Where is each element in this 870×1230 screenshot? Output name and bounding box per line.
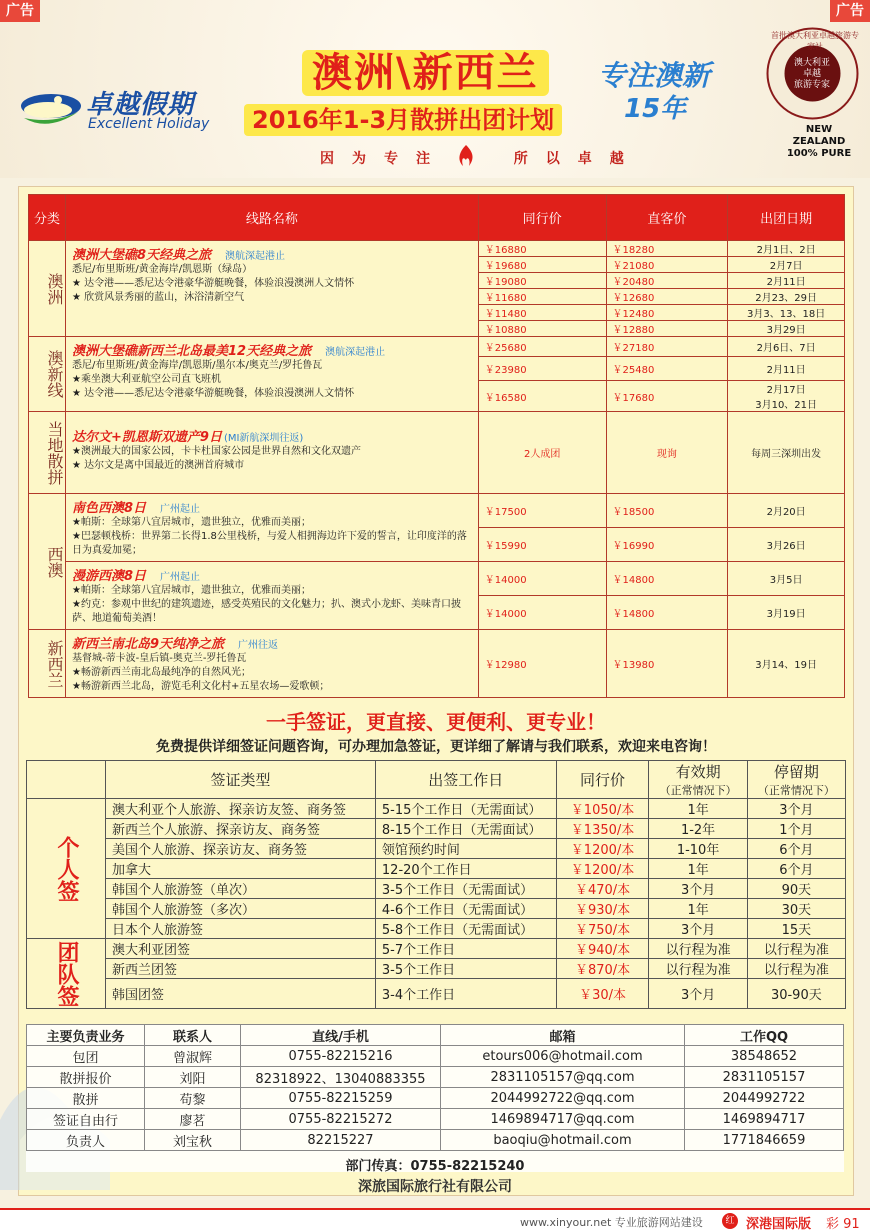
table-row: 韩国个人旅游签（多次） 4-6个工作日（无需面试） ￥930/本 1年 30天 [27,899,846,919]
fax-number: 部门传真：0755-82215240 [345,1159,525,1174]
seal-ring-text: 首批澳大利亚卓越旅游专家社 [771,31,859,51]
ad-label-right: 广告 [830,0,870,22]
table-row: 西澳 南色西澳8日 广州起止 ★帕斯：全球第八宜居城市，遗世独立，优雅而美丽； ★巴瑟顿栈桥：世界第二长得1.8公里栈桥，与爱人相拥海边许下爱的誓言，让印度洋的落日为真爱加冕； ￥17500 ￥18500 2月20日 [29,494,845,528]
slogan-line1: 专注澳新 [598,59,711,92]
category-cell: 澳洲 [29,241,66,337]
col-visa-price: 同行价 [556,761,649,799]
footer-brand: 深港国际版 [746,1217,812,1230]
table-row: 美国个人旅游、探亲访友、商务签 领馆预约时间 ￥1200/本 1-10年 6个月 [27,839,846,859]
table-row: ￥19080 ￥20480 2月11日 [29,273,845,289]
tour-table-header [29,195,845,241]
motto [320,148,642,168]
visa-group-label: 团队签 [27,939,106,1009]
table-row: 散拼 苟黎 0755-82215259 2044992722@qq.com 2044992722 [27,1088,844,1109]
table-row: 负责人 刘宝秋 82215227 baoqiu@hotmail.com 1771846659 [27,1130,844,1151]
motto-right: 所以卓越 [513,151,642,167]
col-validity: 有效期 （正常情况下） [649,761,747,799]
page-number: 彩 91 [826,1217,860,1230]
table-row: 澳新线 澳洲大堡礁新西兰北岛最美12天经典之旅 澳航深起港止 悉尼/布里斯班/黄金海岸/凯恩斯/墨尔本/奥克兰/罗托鲁瓦 ★乘坐澳大利亚航空公司直飞班机 ★ 达令港——悉尼达令港豪华游艇晚餐，体验浪漫澳洲人文情怀 ￥25680 ￥27180 2月6日、7日 [29,337,845,357]
logo-text-cn: 卓越假期 [86,90,195,120]
category-cell: 新西兰 [29,630,66,698]
category-cell: 澳新线 [29,337,66,412]
email-link[interactable]: baoqiu@hotmail.com [441,1130,685,1151]
table-row: 签证自由行 廖茗 0755-82215272 1469894717@qq.com 1469894717 [27,1109,844,1130]
ad-label-left: 广告 [0,0,40,22]
table-row: ￥19680 ￥21080 2月7日 [29,257,845,273]
table-row: ￥10880 ￥12880 3月29日 [29,321,845,337]
col-visa-type: 签证类型 [106,761,376,799]
route-cell: 澳洲大堡礁8天经典之旅 澳航深起港止 悉尼/布里斯班/黄金海岸/凯恩斯（绿岛） ★ 达令港——悉尼达令港豪华游艇晚餐，体验浪漫澳洲人文情怀 ★ 欣赏风景秀丽的蓝山，沐浴清新空气 [66,241,479,337]
table-row: 加拿大 12-20个工作日 ￥1200/本 1年 6个月 [27,859,846,879]
header [0,0,870,178]
col-route: 线路名称 [66,195,479,241]
route-cell: 澳洲大堡礁新西兰北岛最美12天经典之旅 澳航深起港止 悉尼/布里斯班/黄金海岸/凯恩斯/墨尔本/奥克兰/罗托鲁瓦 ★乘坐澳大利亚航空公司直飞班机 ★ 达令港——悉尼达令港豪华游艇晚餐，体验浪漫澳洲人文情怀 [66,337,479,412]
logo-text-en: Excellent Holiday [88,116,210,132]
table-row: ￥11480 ￥12480 3月3、13、18日 [29,305,845,321]
red-circle-icon: 红 [722,1213,738,1229]
col-date: 出团日期 [728,195,845,241]
table-row: 包团 曾淑辉 0755-82215216 etours006@hotmail.com 38548652 [27,1046,844,1067]
route-cell: 达尔文+凯恩斯双遗产9日 (MI新航深圳往返) ★澳洲最大的国家公园，卡卡杜国家公园是世界自然和文化双遗产 ★ 达尔文是离中国最近的澳洲首府城市 [66,412,479,494]
table-row: 漫游西澳8日 广州起止 ★帕斯：全球第八宜居城市，遗世独立，优雅而美丽； ★约克：参观中世纪的建筑遗迹，感受英殖民的文化魅力；扒、澳式小龙虾、美味青口披萨、地道葡萄美酒！ ￥14000 ￥14800 3月5日 [29,562,845,596]
table-row: 韩国个人旅游签（单次） 3-5个工作日（无需面试） ￥470/本 3个月 90天 [27,879,846,899]
table-row: ￥23980 ￥25480 2月11日 [29,357,845,381]
footer-url-link[interactable]: www.xinyour.net 专业旅游网站建设 [520,1216,703,1229]
page-subtitle: 2016年1-3月散拼出团计划 [244,104,562,136]
visa-headline: 一手签证，更直接、更便利、更专业！ [266,710,606,734]
table-row: 韩国团签 3-4个工作日 ￥30/本 3个月 30-90天 [27,979,846,1009]
contact-table [26,1024,844,1151]
route-cell: 漫游西澳8日 广州起止 ★帕斯：全球第八宜居城市，遗世独立，优雅而美丽； ★约克：参观中世纪的建筑遗迹，感受英殖民的文化魅力；扒、澳式小龙虾、美味青口披萨、地道葡萄美酒！ [66,562,479,630]
table-row: 当地散拼 达尔文+凯恩斯双遗产9日 (MI新航深圳往返) ★澳洲最大的国家公园，卡卡杜国家公园是世界自然和文化双遗产 ★ 达尔文是离中国最近的澳洲首府城市 2人成团 现询 每周三深圳出发 [29,412,845,494]
contact-table-header: 主要负责业务 联系人 直线/手机 邮箱 工作QQ [27,1025,844,1046]
visa-subline: 免费提供详细签证问题咨询，可办理加急签证，更详细了解请与我们联系，欢迎来电咨询！ [156,739,716,755]
nz-badge: NEW ZEALAND 100% PURE [786,124,852,159]
email-link[interactable]: 2831105157@qq.com [441,1067,685,1088]
visa-table-header [27,761,846,799]
table-row: ￥11680 ￥12680 2月23、29日 [29,289,845,305]
table-row: 新西兰团签 3-5个工作日 ￥870/本 以行程为准 以行程为准 [27,959,846,979]
tour-table [28,194,845,698]
table-row: ￥14000 ￥14800 3月19日 [29,596,845,630]
table-row: 散拼报价 刘阳 82318922、13040883355 2831105157@qq.com 2831105157 [27,1067,844,1088]
flame-icon [455,144,477,168]
category-cell: 当地散拼 [29,412,66,494]
table-row: 新西兰个人旅游、探亲访友、商务签 8-15个工作日（无需面试） ￥1350/本 1-2年 1个月 [27,819,846,839]
visa-table [26,760,846,1009]
category-cell: 西澳 [29,494,66,630]
table-row: ￥15990 ￥16990 3月26日 [29,528,845,562]
col-category: 分类 [29,195,66,241]
table-row: 日本个人旅游签 5-8个工作日（无需面试） ￥750/本 3个月 15天 [27,919,846,939]
col-direct-price: 直客价 [606,195,728,241]
table-row: 个人签 澳大利亚个人旅游、探亲访友签、商务签 5-15个工作日（无需面试） ￥1050/本 1年 3个月 [27,799,846,819]
footer [0,1208,870,1230]
route-cell: 南色西澳8日 广州起止 ★帕斯：全球第八宜居城市，遗世独立，优雅而美丽； ★巴瑟顿栈桥：世界第二长得1.8公里栈桥，与爱人相拥海边许下爱的誓言，让印度洋的落日为真爱加冕； [66,494,479,562]
seal-text: 澳大利亚 卓越 旅游专家 [793,58,830,90]
col-peer-price: 同行价 [478,195,606,241]
swoosh-logo-icon [18,88,84,128]
slogan-line2: 15年 [624,94,687,124]
route-cell: 新西兰南北岛9天纯净之旅 广州往返 基督城-蒂卡波-皇后镇-奥克兰-罗托鲁瓦 ★畅游新西兰南北岛最纯净的自然风光； ★畅游新西兰北岛，游览毛利文化村+五星农场—爱歌顿； [66,630,479,698]
table-row: 新西兰 新西兰南北岛9天纯净之旅 广州往返 基督城-蒂卡波-皇后镇-奥克兰-罗托鲁瓦 ★畅游新西兰南北岛最纯净的自然风光； ★畅游新西兰北岛，游览毛利文化村+五星农场—爱歌顿； ￥12980 ￥13980 3月14、19日 [29,630,845,698]
email-link[interactable]: etours006@hotmail.com [441,1046,685,1067]
company-name: 深旅国际旅行社有限公司 [358,1179,512,1195]
motto-left: 因为专注 [320,151,448,167]
page-title: 澳洲\新西兰 [302,50,549,96]
visa-group-label: 个人签 [27,799,106,939]
table-row: ￥16580 ￥17680 2月17日 3月10、21日 [29,381,845,412]
col-stay: 停留期 （正常情况下） [747,761,845,799]
contact-section [26,1024,844,1172]
table-row: 澳洲 澳洲大堡礁8天经典之旅 澳航深起港止 悉尼/布里斯班/黄金海岸/凯恩斯（绿岛） ★ 达令港——悉尼达令港豪华游艇晚餐，体验浪漫澳洲人文情怀 ★ 欣赏风景秀丽的蓝山，沐浴清新空气 ￥16880 ￥18280 2月1日、2日 [29,241,845,257]
email-link[interactable]: 1469894717@qq.com [441,1109,685,1130]
col-processing: 出签工作日 [375,761,556,799]
logo [18,80,228,140]
table-row: 团队签 澳大利亚团签 5-7个工作日 ￥940/本 以行程为准 以行程为准 [27,939,846,959]
email-link[interactable]: 2044992722@qq.com [441,1088,685,1109]
